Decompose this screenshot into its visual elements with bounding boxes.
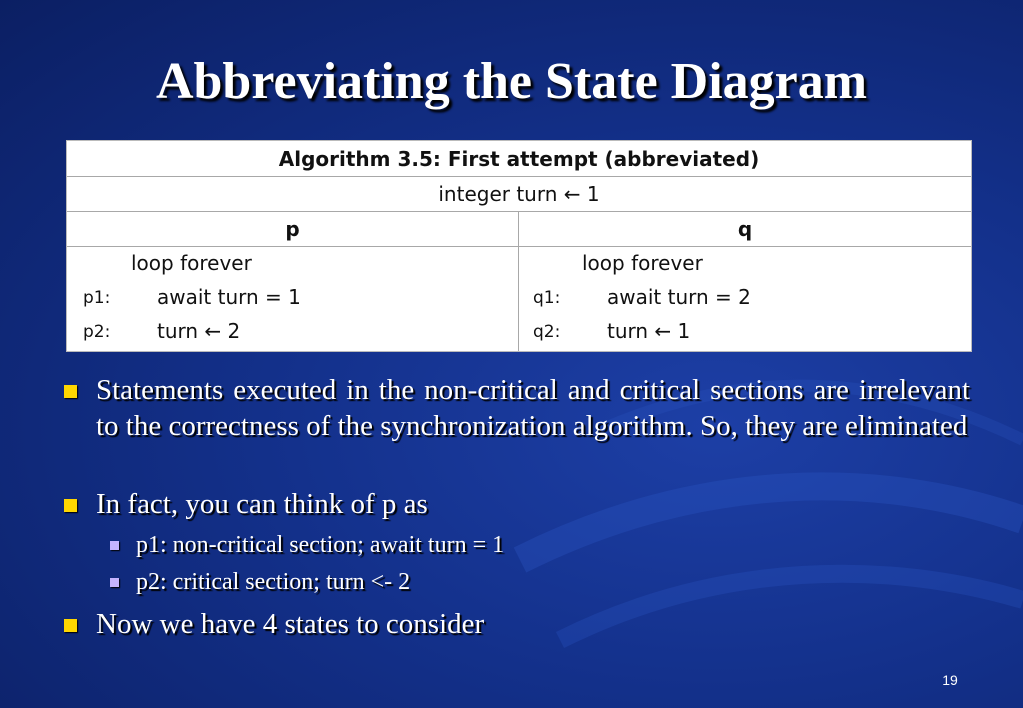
sub-bullet-text: p2: critical section; turn <- 2 <box>136 569 411 595</box>
process-p-header: p <box>285 217 300 241</box>
algorithm-table <box>66 140 972 352</box>
process-q-line-label: q1: <box>533 288 561 308</box>
square-sub-bullet-icon <box>110 578 119 587</box>
process-q-loop: loop forever <box>582 251 703 275</box>
square-sub-bullet-icon <box>110 541 119 550</box>
bullet-text: Now we have 4 states to consider <box>96 608 485 640</box>
process-p-line-label: p2: <box>83 322 111 342</box>
process-p-line-code: turn ← 2 <box>157 319 241 343</box>
process-q-line-code: await turn = 2 <box>607 285 751 309</box>
square-bullet-icon <box>64 619 77 632</box>
process-p-loop: loop forever <box>131 251 252 275</box>
process-p-line-code: await turn = 1 <box>157 285 301 309</box>
page-number: 19 <box>942 672 958 688</box>
process-body-row <box>67 247 971 351</box>
algorithm-title: Algorithm 3.5: First attempt (abbreviated) <box>67 141 971 177</box>
square-bullet-icon <box>64 499 77 512</box>
process-q-header: q <box>737 217 753 241</box>
sub-bullet-text: p1: non-critical section; await turn = 1 <box>136 532 505 558</box>
algorithm-declaration: integer turn ← 1 <box>67 177 971 212</box>
bullet-text: Statements executed in the non-critical and critical sections are irrelevant to the correctness of the synchronization algorithm. So, they are eliminated <box>96 374 970 442</box>
process-p-line-label: p1: <box>83 288 111 308</box>
process-q-line-code: turn ← 1 <box>607 319 691 343</box>
process-header-row <box>67 212 971 247</box>
bullet-text: In fact, you can think of p as <box>96 488 428 520</box>
process-q-line-label: q2: <box>533 322 561 342</box>
square-bullet-icon <box>64 385 77 398</box>
slide-title: Abbreviating the State Diagram <box>155 53 868 110</box>
